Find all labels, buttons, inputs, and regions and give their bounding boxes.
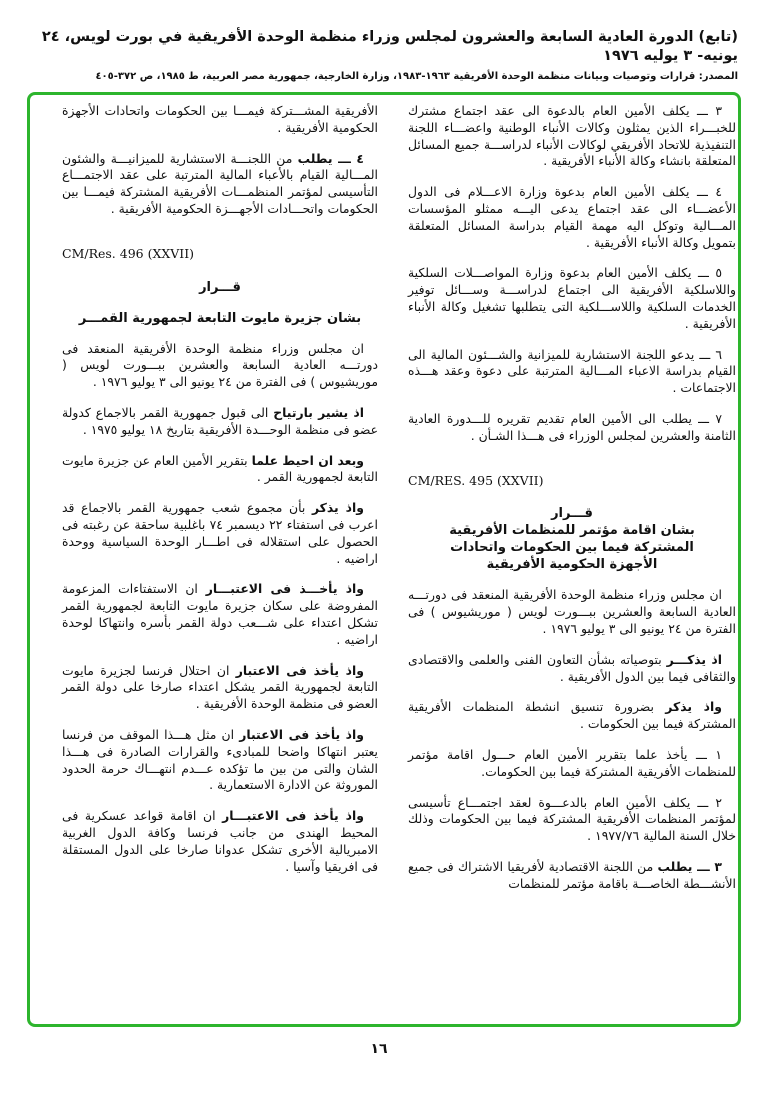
paragraph [62,500,378,567]
page-number: ١٦ [370,1041,388,1057]
paragraph-lead: واذ يأخذ فى الاعتبـــار [222,808,364,824]
left-column [62,103,378,1012]
heading-word: قـــرار [199,279,241,295]
paragraph [62,341,378,391]
right-column [408,103,736,1012]
paragraph [408,652,736,686]
paragraph-lead: اذ يشير بارتياح [273,404,365,420]
paragraph [408,795,736,845]
resolution-code: CM/Res. 496 (XXVII) [62,245,195,261]
heading-line: بشان جزيرة مايوت التابعة لجمهورية القمـــر [78,310,362,326]
paragraph-text: بضرورة تنسيق انشطة المنظمات الأفريقية المشتركة فيما بين الحكومات . [408,699,736,732]
paragraph-text: ٧ ـــ يطلب الى الأمين العام تقديم تقريره للـــدورة العادية الثامنة والعشرين لمجلس الوزراء فى هـــذا الشـأن . [408,410,736,443]
document-title: (تابع) الدورة العادية السابعة والعشرون لمجلس وزراء منظمة الوحدة الأفريقية في بورت لويس، ٢٤ يونيه- ٣ يوليه ١٩٧٦ [41,29,738,64]
paragraph-lead: واذ يذكر [311,500,364,516]
paragraph-text: ٤ ـــ يكلف الأمين العام بدعوة وزارة الاعـــلام فى الدول الأعضـــاء الى عقد اجتماع يدعى اليـــه ممثلو المؤسسات المـــالية وتوكل اليه مهمة القيام بدراسة المسائل المتعلقة بتمويل وكالة الأنباء الأفريقية . [408,184,736,250]
paragraph [62,808,378,875]
paragraph-text: ان احتلال فرنسا لجزيرة مايوت التابعة لجمهورية القمر يشكل اعتداء صارخا على دولة القمر العضو فى منظمة الوحدة الأفريقية . [62,662,378,712]
paragraph-text: ٥ ـــ يكلف الأمين العام بدعوة وزارة المواصـــلات السلكية واللاسلكية الأفريقية الى اجتماع لدراســـة وســـائل توفير الخدمات السلكية واللاســـلكية التى يتطلبها تشغيل وكالة الأنباء الأفريقية . [408,265,736,331]
source-citation: المصدر: قرارات وتوصيات وبيانات منظمة الوحدة الأفريقية ١٩٦٣-١٩٨٣، وزارة الخارجية، جمهورية مصر العربية، ط ١٩٨٥، ص ٣٧٢-٤٠٥ [95,71,738,82]
paragraph-text: الأفريقية المشـــتركة فيمـــا بين الحكومات واتحادات الأجهزة الحكومية الأفريقية . [62,103,378,135]
paragraph [62,581,378,648]
paragraph-text: بتقرير الأمين العام عن جزيرة مايوت التابعة لجمهورية القمر . [62,452,378,485]
paragraph [408,859,736,893]
paragraph-text: ان مثل هـــذا الموقف من فرنسا يعتبر انتهاكا واضحا للمبادىء والقرارات الصادرة فى هـــذا الشان والتى من بين ما تؤكده عـــدم انتهـــاك حرمة الحدود الموروثة عن الادارة الاستعمارية . [62,726,378,793]
resolution-heading [408,505,736,573]
paragraph [62,727,378,794]
paragraph-text: ١ ـــ يأخذ علما بتقرير الأمين العام حـــول اقامة مؤتمر للمنظمات الأفريقية المشتركة فيما بين الحكومات. [408,746,736,779]
heading-line: بشان اقامة مؤتمر للمنظمات الأفريقية [449,523,695,539]
paragraph-text: الى قبول جمهورية القمر بالاجماع كدولة عضو فى منظمة الوحـــدة الأفريقية بتاريخ ١٨ يوليو ١٩٧٥ . [62,404,378,437]
paragraph-text: بأن مجموع شعب جمهورية القمر بالاجماع قد اعرب فى استفتاء ٢٢ ديسمبر ٧٤ باغلبية ساحقة عن رغبته فى الحصول على استقلاله فى اطـــار الوحدة السياسية ووحدة اراضيه . [62,500,378,566]
paragraph-text: ان مجلس وزراء منظمة الوحدة الأفريقية المنعقد فى دورتـــه العادية السابعة والعشرين ببـــورت لويس ( موريشيوس ) فى الفترة من ٢٤ يونيو الى ٣ يوليو ١٩٧٦ . [408,587,736,636]
paragraph-lead: وبعد ان احيط علما [251,452,364,468]
paragraph-lead: واذ يأخـــذ فى الاعتبـــار [205,581,365,597]
heading-line: الأجهزة الحكومية الأفريقية [486,557,658,573]
paragraph-text: ٢ ـــ يكلف الأمين العام بالدعـــوة لعقد اجتمـــاع تأسيسى لمؤتمر المنظمات الأفريقية المشتركة فيما بين الحكومات وذلك خلال السنة المالية ١٩٧٧/٧٦ . [408,794,736,844]
paragraph [408,103,736,170]
paragraph-lead: ٤ ـــ يطلب [297,150,364,166]
resolution-heading [62,279,378,327]
paragraph [408,699,736,733]
paragraph-text: من اللجنة الاقتصادية لأفريقيا الاشتراك فى جميع الأنشـــطة الخاصـــة باقامة مؤتمر للمنظمات [408,858,736,891]
paragraph-lead: واذ يأخذ فى الاعتبار [239,726,364,742]
paragraph [408,411,736,445]
heading-word: قـــرار [551,506,593,522]
paragraph [62,663,378,713]
resolution-code: CM/RES. 495 (XXVII) [408,472,544,488]
paragraph [62,151,378,218]
page-frame [27,92,741,1027]
paragraph [62,103,378,137]
paragraph [408,184,736,251]
paragraph-lead: ٣ ـــ يطلب [657,858,722,874]
paragraph-text: ان الاستفتاءات المزعومة المفروضة على سكان جزيرة مايوت التابعة لجمهورية القمر تشكل اعتداء على شـــعب دولة القمر بأسره وانتهاكا لوحدة اراضيه . [62,581,378,647]
paragraph-text: من اللجنـــة الاستشارية للميزانيـــة والشئون المـــالية القيام بالأعباء المالية المترتبة على عقد الاجتمـــاع التأسيسى لمؤتمر المنظمـــات الأفريقية المشتركة فيمـــا بين الحكومات واتحـــادات الأجهـــزة الحكومية الأفريقية . [62,150,378,216]
paragraph-text: ٦ ـــ يدعو اللجنة الاستشارية للميزانية والشـــئون المالية الى القيام بدراسة الاعباء المـــالية المترتبة على دعوة وعقد هـــذه الاجتماعات . [408,346,736,396]
paragraph [408,347,736,397]
paragraph-lead: واذ يأخذ فى الاعتبار [235,662,364,678]
paragraph-lead: واذ يذكر [665,699,722,715]
paragraph-lead: اذ يذكـــر [666,651,722,667]
paragraph [408,587,736,637]
paragraph-text: ان مجلس وزراء منظمة الوحدة الأفريقية المنعقد فى دورتـــه العادية السابعة والعشرين ببـــورت لويس ( موريشيوس ) فى الفترة من ٢٤ يونيو الى ٣ يوليو ١٩٧٦ . [62,340,378,390]
paragraph [62,453,378,487]
paragraph [408,747,736,781]
paragraph-text: ٣ ـــ يكلف الأمين العام بالدعوة الى عقد اجتماع مشترك للخبـــراء الذين يمثلون وكالات الأنباء الوطنية واعضـــاء اللجنة التنفيذية للاتحاد الأفريقي لوكالات الأنباء لدراســـة جميع المسائل المتعلقة بانشاء وكالة الأنباء الأفريقية . [408,103,736,169]
paragraph [408,265,736,332]
paragraph-text: ان اقامة قواعد عسكرية فى المحيط الهندى من جانب فرنسا وكافة الدول الغربية الامبريالية الأخرى تشكل عدوانا صارخا على الدول المستقلة فى افريقيا وآسيا . [62,808,378,874]
heading-line: المشتركة فيما بين الحكومات واتحادات [450,540,694,556]
paragraph-text: بتوصياته بشأن التعاون الفنى والعلمى والاقتصادى والثقافى فيما بين الدول الأفريقية . [408,651,736,684]
paragraph [62,405,378,439]
